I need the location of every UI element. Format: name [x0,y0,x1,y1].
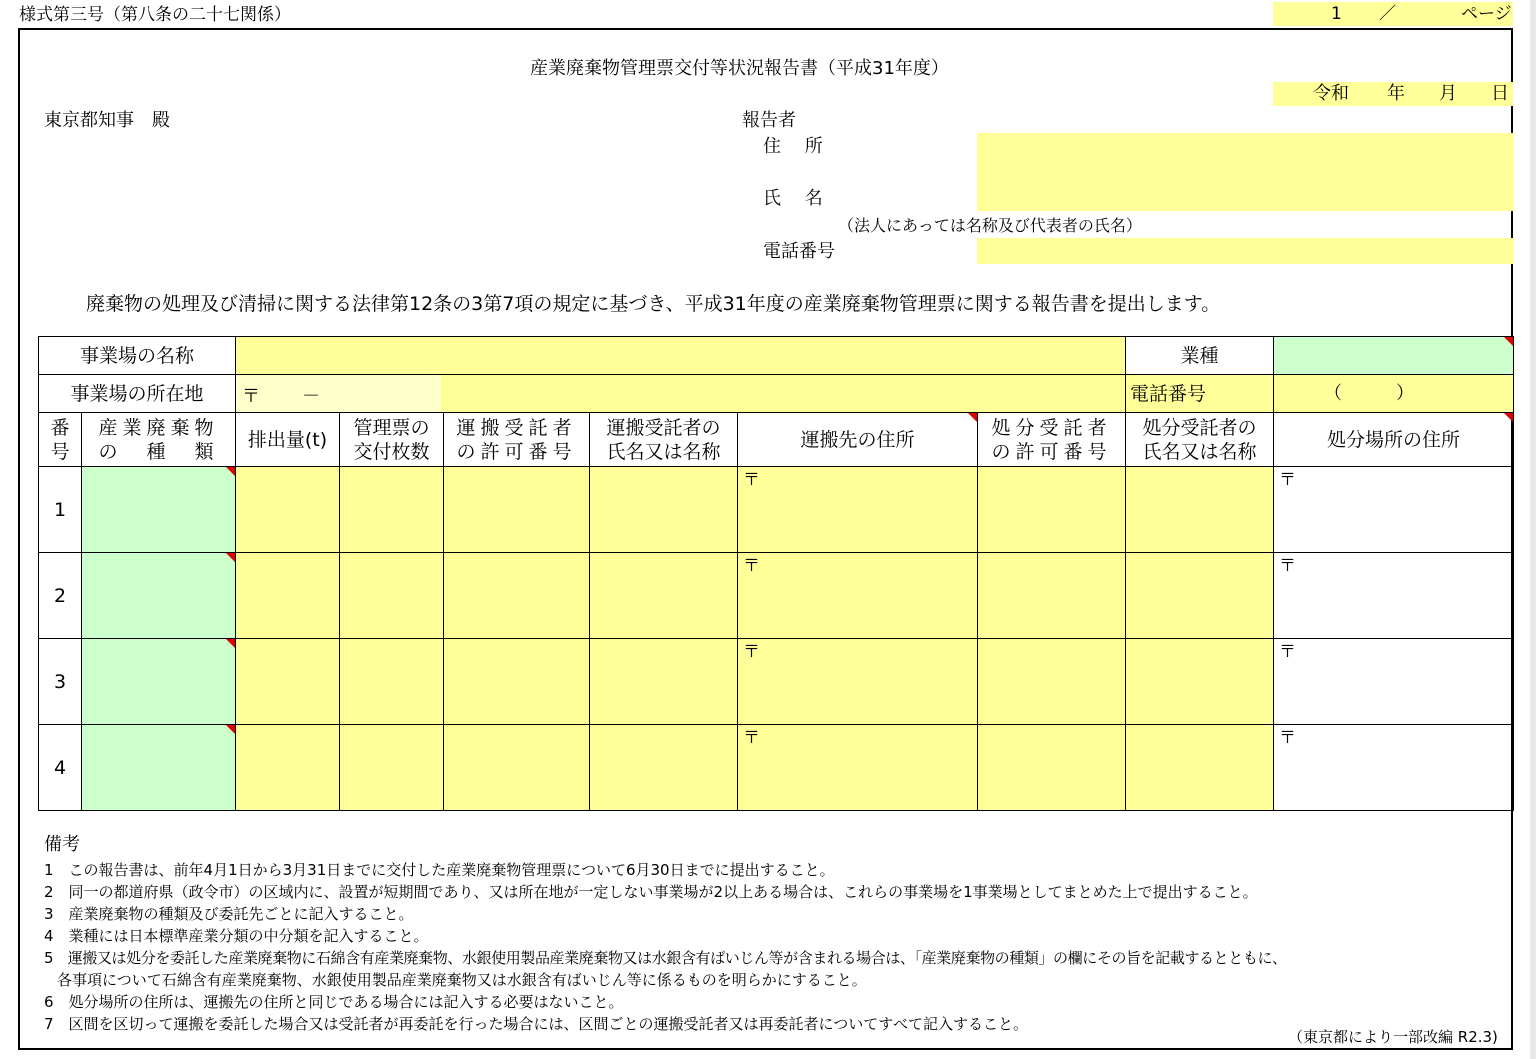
col-header-carrier-permit: 運搬受託者 の許可番号 [444,413,590,467]
col-header-carrier-name: 運搬受託者の 氏名又は名称 [590,413,738,467]
comment-marker [226,467,235,476]
comment-marker [1504,413,1513,422]
page-label: ページ [1461,4,1512,24]
table-row [39,553,1514,639]
carrier-name-cell[interactable] [590,467,738,553]
report-title: 産業廃棄物管理票交付等状況報告書（平成31年度） [530,58,949,79]
comment-marker [226,725,235,734]
page-slash: ／ [1379,4,1396,24]
discharge-cell[interactable] [236,639,340,725]
note-item: 5 運搬又は処分を委託した産業廃棄物に石綿含有産業廃棄物、水銀使用製品産業廃棄物又は水銀含有ばいじん等が含まれる場合は、「産業廃棄物の種類」の欄にその旨を記載するとともに、 [44,949,1287,967]
disposal-permit-cell[interactable] [978,467,1126,553]
manifest-count-cell[interactable] [340,553,444,639]
carrier-name-cell[interactable] [590,725,738,811]
transport-address-cell[interactable] [738,553,978,639]
row-number: 4 [39,725,82,811]
statement: 廃棄物の処理及び清掃に関する法律第12条の3第7項の規定に基づき、平成31年度の産業廃棄物管理票に関する報告書を提出します。 [86,293,1221,315]
postal-mark: 〒 [1279,556,1296,576]
row-number: 3 [39,639,82,725]
waste-type-cell[interactable] [82,467,236,553]
reporter-name-field[interactable] [977,181,1514,211]
disposal-name-cell[interactable] [1126,639,1274,725]
carrier-permit-cell[interactable] [444,553,590,639]
note-item: 7 区間を区切って運搬を委託した場合又は受託者が再委託を行った場合には、区間ごとの運搬受託者又は再委託者についてすべて記入すること。 [44,1015,1028,1033]
note-item: 4 業種には日本標準産業分類の中分類を記入すること。 [44,927,429,945]
site-name-label: 事業場の名称 [39,337,236,375]
carrier-permit-cell[interactable] [444,639,590,725]
site-phone-label: 電話番号 [1126,375,1274,413]
col-header-disposal-address: 処分場所の住所 [1274,413,1514,467]
col-header-discharge: 排出量(t) [236,413,340,467]
date-day: 日 [1491,83,1509,104]
site-postal-code-field[interactable] [236,375,441,412]
discharge-cell[interactable] [236,467,340,553]
reporter-name-label: 氏 名 [763,188,823,209]
col-header-disposal-name: 処分受託者の 氏名又は名称 [1126,413,1274,467]
site-phone-field[interactable] [1274,375,1514,413]
industry-field[interactable] [1274,337,1514,375]
manifest-count-cell[interactable] [340,725,444,811]
disposal-name-cell[interactable] [1126,467,1274,553]
carrier-permit-cell[interactable] [444,725,590,811]
transport-address-cell[interactable] [738,467,978,553]
comment-marker [1504,337,1513,346]
notes-heading: 備考 [44,834,80,855]
disposal-name-cell[interactable] [1126,725,1274,811]
transport-address-cell[interactable] [738,639,978,725]
revision-note: （東京都により一部改編 R2.3) [1288,1028,1498,1046]
form-number: 様式第三号（第八条の二十七関係） [19,5,291,25]
note-item: 3 産業廃棄物の種類及び委託先ごとに記入すること。 [44,905,414,923]
row-number: 1 [39,467,82,553]
waste-type-cell[interactable] [82,553,236,639]
disposal-address-cell[interactable] [1274,725,1514,811]
disposal-permit-cell[interactable] [978,639,1126,725]
page-number: 1 [1331,4,1342,24]
waste-type-cell[interactable] [82,725,236,811]
transport-address-cell[interactable] [738,725,978,811]
table-row [39,725,1514,811]
reporter-phone-label: 電話番号 [763,241,835,262]
note-item: 2 同一の都道府県（政令市）の区域内に、設置が短期間であり、又は所在地が一定しない事業場が2以上ある場合は、これらの事業場を1事業場としてまとめた上で提出すること。 [44,883,1258,901]
disposal-permit-cell[interactable] [978,553,1126,639]
col-header-disposal-permit: 処分受託者 の許可番号 [978,413,1126,467]
table-row [39,467,1514,553]
disposal-name-cell[interactable] [1126,553,1274,639]
postal-dash: － [302,386,320,407]
postal-mark: 〒 [1279,642,1296,662]
comment-marker [226,553,235,562]
row-number: 2 [39,553,82,639]
table-row [39,639,1514,725]
date-era: 令和 [1313,83,1349,104]
note-item: 1 この報告書は、前年4月1日から3月31日までに交付した産業廃棄物管理票について6月30日までに提出すること。 [44,861,835,879]
report-table [38,336,1514,811]
report-date-field[interactable] [1273,82,1513,106]
addressee: 東京都知事 殿 [44,110,170,131]
discharge-cell[interactable] [236,725,340,811]
column-header-row [39,413,1514,467]
disposal-address-cell[interactable] [1274,639,1514,725]
site-name-field[interactable] [236,337,1126,375]
comment-marker [968,413,977,422]
comment-marker [226,639,235,648]
postal-mark: 〒 [1279,470,1296,490]
window-edge [1530,0,1536,1059]
discharge-cell[interactable] [236,553,340,639]
postal-mark: 〒 [242,386,260,407]
carrier-name-cell[interactable] [590,639,738,725]
carrier-name-cell[interactable] [590,553,738,639]
carrier-permit-cell[interactable] [444,467,590,553]
page-indicator[interactable] [1273,2,1513,26]
site-location-label: 事業場の所在地 [39,375,236,413]
note-item: 各事項について石綿含有産業廃棄物、水銀使用製品産業廃棄物又は水銀含有ばいじん等に係るものを明らかにすること。 [57,971,867,989]
postal-mark: 〒 [743,470,760,490]
phone-parens: （ ） [1324,383,1414,404]
col-header-manifest-count: 管理票の 交付枚数 [340,413,444,467]
col-header-waste-type: 産業廃棄物 の 種 類 [82,413,236,467]
disposal-address-cell[interactable] [1274,553,1514,639]
reporter-heading: 報告者 [742,110,796,131]
manifest-count-cell[interactable] [340,467,444,553]
postal-mark: 〒 [743,556,760,576]
manifest-count-cell[interactable] [340,639,444,725]
reporter-phone-field[interactable] [977,238,1514,264]
postal-mark: 〒 [743,728,760,748]
reporter-address-label: 住 所 [763,136,823,157]
postal-mark: 〒 [1279,728,1296,748]
col-header-transport-address: 運搬先の住所 [738,413,978,467]
reporter-name-note: （法人にあっては名称及び代表者の氏名） [838,216,1142,235]
site-location-field[interactable] [236,375,1126,413]
col-header-number: 番 号 [39,413,82,467]
postal-mark: 〒 [743,642,760,662]
waste-type-cell[interactable] [82,639,236,725]
date-month: 月 [1439,83,1457,104]
reporter-address-field[interactable] [977,133,1514,181]
industry-label: 業種 [1126,337,1274,375]
disposal-address-cell[interactable] [1274,467,1514,553]
date-year: 年 [1387,83,1405,104]
disposal-permit-cell[interactable] [978,725,1126,811]
note-item: 6 処分場所の住所は、運搬先の住所と同じである場合には記入する必要はないこと。 [44,993,624,1011]
